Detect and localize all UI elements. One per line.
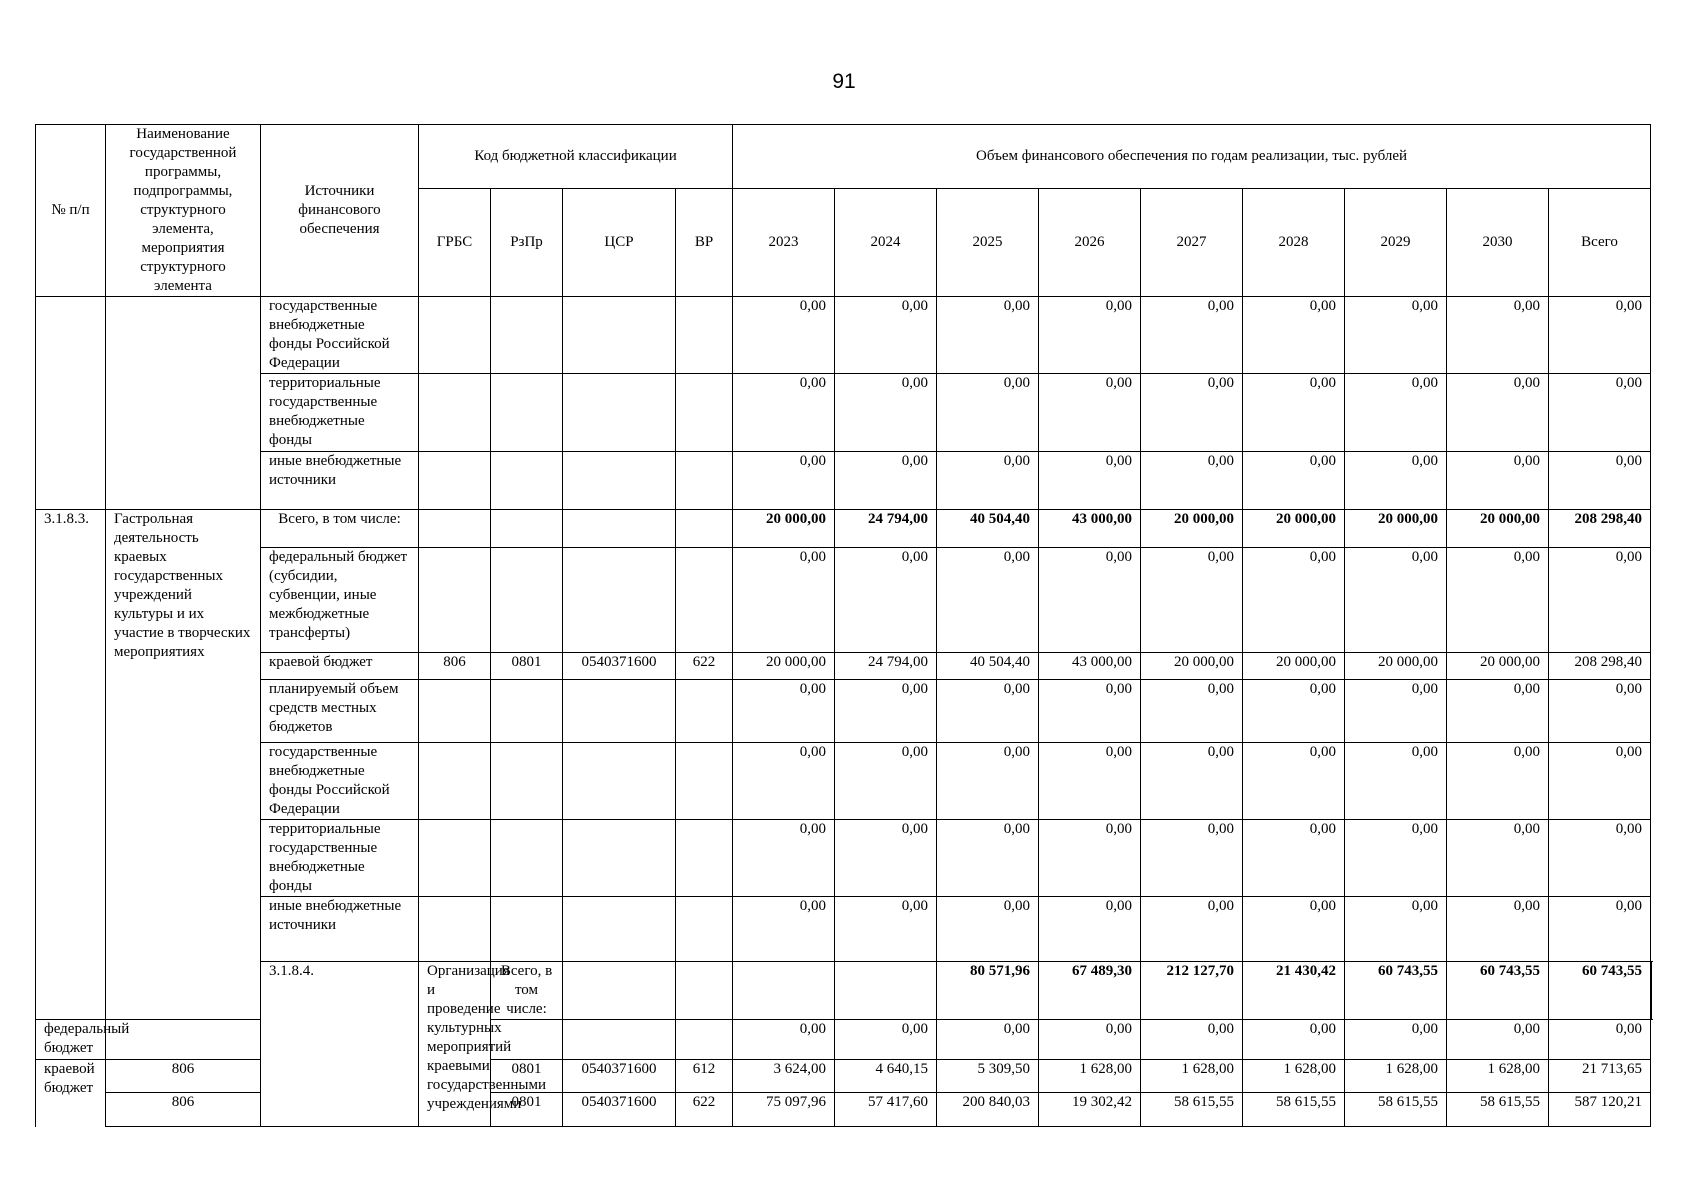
value-cell: 0,00 [1549,743,1651,820]
value-cell: 60 743,55 [1345,962,1447,1020]
item-number: 3.1.8.4. [261,962,419,1127]
value-cell: 0,00 [733,374,835,452]
item-name: Гастрольная деятельность краевых государственных учреждений культуры и их участие в творческих мероприятиях [106,510,261,1020]
value-cell: 0,00 [1141,452,1243,510]
code-vr: 622 [676,653,733,680]
header-year-2029: 2029 [1345,189,1447,297]
value-cell: 0,00 [937,820,1039,897]
value-cell: 60 743,55 [1549,962,1651,1020]
table-row [36,820,1652,897]
value-cell: 43 000,00 [1039,653,1141,680]
value-cell: 1 628,00 [1243,1060,1345,1093]
value-cell: 0,00 [937,743,1039,820]
header-year-2025: 2025 [937,189,1039,297]
value-cell: 0,00 [1447,297,1549,374]
value-cell: 20 000,00 [1345,510,1447,548]
table-row [36,897,1652,962]
value-cell: 0,00 [1345,680,1447,743]
value-cell: 0,00 [937,297,1039,374]
value-cell: 0,00 [1039,897,1141,962]
value-cell: 0,00 [1549,452,1651,510]
value-cell: 0,00 [937,897,1039,962]
value-cell: 0,00 [1039,743,1141,820]
value-cell: 0,00 [1243,297,1345,374]
table-row [36,374,1652,452]
source-cell: территориальные государственные внебюджетные фонды [261,374,419,452]
value-cell: 0,00 [1243,897,1345,962]
value-cell: 0,00 [835,297,937,374]
value-cell: 0,00 [1243,680,1345,743]
value-cell: 0,00 [1243,548,1345,653]
code-grbs: 806 [419,653,491,680]
value-cell: 587 120,21 [1549,1093,1651,1127]
value-cell: 0,00 [1345,743,1447,820]
code-grbs: 806 [106,1093,261,1127]
value-cell: 0,00 [733,820,835,897]
value-cell: 20 000,00 [1447,653,1549,680]
value-cell: 0,00 [1039,374,1141,452]
value-cell: 40 504,40 [937,653,1039,680]
header-total: Всего [1549,189,1651,297]
value-cell: 0,00 [835,820,937,897]
value-cell: 20 000,00 [1345,653,1447,680]
source-cell: иные внебюджетные источники [261,452,419,510]
value-cell: 0,00 [937,1020,1039,1060]
source-cell: краевой бюджет [261,653,419,680]
code-csr: 0540371600 [563,1060,676,1093]
value-cell: 0,00 [1345,548,1447,653]
value-cell: 0,00 [937,680,1039,743]
value-cell: 0,00 [835,897,937,962]
table-row [36,680,1652,743]
value-cell: 0,00 [1243,1020,1345,1060]
value-cell: 5 309,50 [937,1060,1039,1093]
header-year-2024: 2024 [835,189,937,297]
value-cell: 212 127,70 [1141,962,1243,1020]
code-csr: 0540371600 [563,1093,676,1127]
table-row [36,743,1652,820]
header-name: Наименование государственной программы, подпрограммы, структурного элемента, мероприятия структурного элемента [106,125,261,297]
code-vr: 612 [676,1060,733,1093]
header-row-1 [36,125,1652,189]
value-cell: 0,00 [1345,452,1447,510]
page-number: 91 [832,70,856,93]
table-row [36,297,1652,374]
header-year-2023: 2023 [733,189,835,297]
header-no: № п/п [36,125,106,297]
source-cell: федеральный бюджет (субсидии, субвенции, иные межбюджетные трансферты) [261,548,419,653]
value-cell: 0,00 [1447,680,1549,743]
value-cell: 1 628,00 [1141,1060,1243,1093]
code-csr: 0540371600 [563,653,676,680]
value-cell: 20 000,00 [1141,653,1243,680]
value-cell: 0,00 [1141,743,1243,820]
value-cell: 0,00 [1141,548,1243,653]
code-rzpr: 0801 [491,1093,563,1127]
value-cell: 0,00 [733,1020,835,1060]
value-cell: 75 097,96 [733,1093,835,1127]
value-cell: 20 000,00 [1243,653,1345,680]
value-cell: 0,00 [1447,548,1549,653]
value-cell: 0,00 [1039,297,1141,374]
value-cell: 0,00 [835,548,937,653]
value-cell: 0,00 [733,743,835,820]
item-number: 3.1.8.3. [36,510,106,1020]
value-cell: 19 302,42 [1039,1093,1141,1127]
value-cell: 0,00 [733,680,835,743]
value-cell: 21 430,42 [1243,962,1345,1020]
value-cell: 0,00 [1039,820,1141,897]
value-cell: 0,00 [1549,897,1651,962]
value-cell: 0,00 [937,548,1039,653]
value-cell: 58 615,55 [1141,1093,1243,1127]
value-cell: 0,00 [1447,374,1549,452]
value-cell: 58 615,55 [1345,1093,1447,1127]
value-cell: 4 640,15 [835,1060,937,1093]
value-cell: 57 417,60 [835,1093,937,1127]
value-cell: 0,00 [937,374,1039,452]
value-cell: 0,00 [1447,1020,1549,1060]
value-cell: 0,00 [1549,680,1651,743]
code-grbs: 806 [106,1060,261,1093]
value-cell: 0,00 [1549,548,1651,653]
table-row-total [36,962,1652,1020]
header-year-2027: 2027 [1141,189,1243,297]
value-cell: 0,00 [1243,374,1345,452]
table-row-total [36,510,1652,548]
value-cell: 3 624,00 [733,1060,835,1093]
source-cell: государственные внебюджетные фонды Российской Федерации [261,743,419,820]
value-cell: 0,00 [1447,897,1549,962]
header-codes-group: Код бюджетной классификации [419,125,733,189]
source-cell: территориальные государственные внебюджетные фонды [261,820,419,897]
value-cell: 0,00 [1447,452,1549,510]
value-cell: 0,00 [1345,297,1447,374]
value-cell: 0,00 [1039,452,1141,510]
value-cell: 1 628,00 [1039,1060,1141,1093]
header-year-2026: 2026 [1039,189,1141,297]
value-cell: 0,00 [835,1020,937,1060]
value-cell: 40 504,40 [937,510,1039,548]
value-cell: 24 794,00 [835,510,937,548]
header-grbs: ГРБС [419,189,491,297]
value-cell: 0,00 [733,897,835,962]
code-vr: 622 [676,1093,733,1127]
value-cell: 0,00 [1039,680,1141,743]
value-cell: 0,00 [1243,452,1345,510]
value-cell: 0,00 [1549,820,1651,897]
value-cell: 0,00 [733,452,835,510]
source-cell: федеральный бюджет [36,1020,106,1060]
table-row [36,452,1652,510]
value-cell: 0,00 [1345,1020,1447,1060]
value-cell: 43 000,00 [1039,510,1141,548]
value-cell: 20 000,00 [1141,510,1243,548]
value-cell: 20 000,00 [733,510,835,548]
value-cell: 208 298,40 [1549,653,1651,680]
value-cell: 200 840,03 [937,1093,1039,1127]
value-cell: 0,00 [1345,374,1447,452]
value-cell: 0,00 [1549,374,1651,452]
value-cell: 0,00 [1039,1020,1141,1060]
value-cell: 0,00 [1141,374,1243,452]
value-cell: 24 794,00 [835,653,937,680]
value-cell: 0,00 [937,452,1039,510]
value-cell: 0,00 [1039,548,1141,653]
value-cell: 0,00 [1447,743,1549,820]
table-row [36,653,1652,680]
value-cell: 0,00 [1141,897,1243,962]
value-cell: 208 298,40 [1549,510,1651,548]
value-cell: 58 615,55 [1447,1093,1549,1127]
header-year-2030: 2030 [1447,189,1549,297]
header-year-2028: 2028 [1243,189,1345,297]
value-cell: 0,00 [733,297,835,374]
value-cell: 0,00 [1345,820,1447,897]
item-name: Организация и проведение культурных мероприятий краевыми государственными учреждениями [419,962,491,1127]
value-cell: 0,00 [835,680,937,743]
code-rzpr: 0801 [491,1060,563,1093]
value-cell: 67 489,30 [1039,962,1141,1020]
value-cell: 21 713,65 [1549,1060,1651,1093]
value-cell: 0,00 [733,548,835,653]
value-cell: 0,00 [1447,820,1549,897]
value-cell: 0,00 [835,452,937,510]
value-cell: 0,00 [1141,1020,1243,1060]
header-csr: ЦСР [563,189,676,297]
header-rzpr: РзПр [491,189,563,297]
value-cell: 0,00 [1141,680,1243,743]
header-volume-group: Объем финансового обеспечения по годам реализации, тыс. рублей [733,125,1651,189]
value-cell: 0,00 [1243,743,1345,820]
value-cell: 0,00 [1549,297,1651,374]
value-cell: 0,00 [835,374,937,452]
source-cell: планируемый объем средств местных бюджетов [261,680,419,743]
source-cell: краевой бюджет [36,1060,106,1127]
value-cell: 0,00 [1141,820,1243,897]
value-cell: 0,00 [1549,1020,1651,1060]
header-vr: ВР [676,189,733,297]
header-source: Источники финансового обеспечения [261,125,419,297]
value-cell: 0,00 [1243,820,1345,897]
source-cell: Всего, в том числе: [491,962,563,1020]
value-cell: 0,00 [835,743,937,820]
code-rzpr: 0801 [491,653,563,680]
source-cell: государственные внебюджетные фонды Российской Федерации [261,297,419,374]
source-cell: иные внебюджетные источники [261,897,419,962]
value-cell: 20 000,00 [733,653,835,680]
value-cell: 58 615,55 [1243,1093,1345,1127]
value-cell: 1 628,00 [1345,1060,1447,1093]
value-cell: 60 743,55 [1447,962,1549,1020]
table-row [36,548,1652,653]
value-cell: 0,00 [1141,297,1243,374]
value-cell: 80 571,96 [937,962,1039,1020]
budget-table [35,124,1652,1127]
value-cell: 20 000,00 [1447,510,1549,548]
value-cell: 0,00 [1345,897,1447,962]
source-cell: Всего, в том числе: [261,510,419,548]
value-cell: 20 000,00 [1243,510,1345,548]
value-cell: 1 628,00 [1447,1060,1549,1093]
